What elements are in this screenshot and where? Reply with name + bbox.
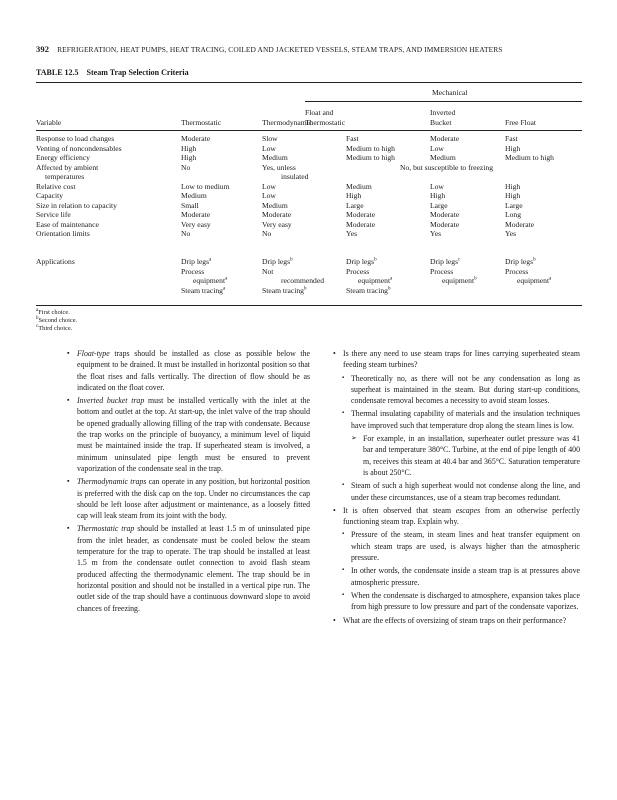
applications-c1-line0: Drip legs$^a$: [181, 257, 212, 266]
question-oversizing: • What are the effects of oversizing of steam traps on their performance?: [333, 615, 580, 626]
table-cell-r7-c1: Small: [181, 200, 199, 210]
table-cell-r7-c0: Size in relation to capacity: [36, 200, 117, 210]
header-float-line2: Thermostatic: [305, 118, 346, 127]
page-number: 392: [36, 44, 50, 54]
table-cell-r5-c2: Low: [262, 181, 276, 191]
table-cell-r4-c0: temperatures: [45, 172, 85, 181]
table-cell-r10-c1: No: [181, 229, 191, 238]
para-thermostatic: ▪ Thermostatic trap should be installed at least 1.5 m of uninsulated pipe from the inlet header, as condensate must be cooled below the steam temperature for the trap to operate. The trap should be installed at least 1.5 m from the condensate outlet connection to avoid flash steam produced affecting the thermodynamic element. The trap should be in horizontal position and should not be installed in a vertical pipe run. The outlet side of the trap should have a continuous downward slope to avoid chances of freezing.: [67, 523, 310, 613]
answer-1-2-example: ➢ For example, in an installation, superheater outlet pressure was 41 bar and temperature 380°C. Turbine, at the end of pipe length of 400 m, receives this steam at 40.4 bar and 365°C. Saturation temperature is about 250°C.: [351, 433, 580, 478]
table-cell-r7-c4: Large: [430, 200, 448, 210]
table-cell-r5-c0: Relative cost: [36, 181, 76, 191]
table-cell-r9-c2: Very easy: [262, 219, 292, 229]
table-cell-r0-c4: Moderate: [430, 134, 460, 143]
answer-2-2: ▪ In other words, the condensate inside a steam trap is at pressures above atmospheric pressure.: [342, 565, 580, 588]
table-cell-r2-c0: Energy efficiency: [36, 153, 90, 162]
answer-1-2: ▪ Thermal insulating capability of materials and the insulation techniques have improved such that temperature drop along the steam lines is low.: [342, 408, 580, 431]
applications-c1-line2: equipment$^a$: [193, 276, 228, 285]
question-steam-escapes: • It is often observed that steam escapes from an otherwise perfectly functioning steam trap. Explain why.: [333, 505, 580, 528]
table-cell-r0-c0: Response to load changes: [36, 134, 115, 143]
answer-2-3: ▪ When the condensate is discharged to atmosphere, expansion takes place from high pressure to low pressure and part of the condensate vaporizes.: [342, 590, 580, 613]
right-column: [333, 348, 580, 628]
applications-c1-line1: Process: [181, 266, 205, 276]
applications-c2-line0: Drip legs$^b$: [262, 257, 293, 266]
table-cell-r0-c3: Fast: [346, 134, 359, 143]
table-cell-r6-c4: High: [430, 191, 446, 200]
answer-1-3: ▪ Steam of such a high superheat would not condense along the line, and under these circumstances, use of a steam trap becomes redundant.: [342, 480, 580, 503]
table-number: TABLE 12.5: [36, 68, 79, 77]
para-float-type: ▪ Float-type traps should be installed as close as possible below the equipment to be drained. It must be installed in horizontal position so that the float rises and falls vertically. The direction of flow should be as indicated on the float cover.: [67, 348, 310, 393]
table-cell-r3-c0: Affected by ambient: [36, 162, 99, 172]
table-cell-r10-c4: Yes: [430, 229, 442, 238]
header-inverted-line2: Bucket: [430, 118, 452, 127]
table-cell-r1-c4: Low: [430, 143, 444, 153]
table-cell-r8-c3: Moderate: [346, 210, 376, 219]
table-cell-r5-c4: Low: [430, 181, 444, 191]
question-superheated: • Is there any need to use steam traps for lines carrying superheated steam feeding steam turbines?: [333, 348, 580, 371]
table-cell-r4-c2: insulated: [281, 172, 309, 181]
footnote-c: $^c$Third choice.: [36, 323, 73, 332]
header-thermodynamic: Thermodynamic: [262, 118, 313, 127]
applications-c2-line1: Not: [262, 266, 274, 276]
table-cell-r7-c2: Medium: [262, 200, 288, 210]
para-thermodynamic: ▪ Thermodynamic traps can operate in any position, but horizontal position is preferred with the disk cap on the top. Under no circumstances the cap should be left loose after adjustment or maintenance, as a loosely fitted cap will leak steam from its joint with the body.: [67, 476, 310, 521]
table-cell-r1-c1: High: [181, 143, 197, 153]
table-cell-r9-c1: Very easy: [181, 219, 211, 229]
left-column: [67, 348, 310, 616]
para-inverted-bucket: ▪ Inverted bucket trap must be installed vertically with the inlet at the bottom and outlet at the top. At start-up, the inlet valve of the trap should be opened gradually allowing filling of the trap with condensate. Because the trap works on the principle of buoyancy, a minimum level of liquid must be maintained inside the trap. If superheated steam is involved, a minimum uninsulated pipe length must be ensured to prevent vaporization of the condensate seal in the trap.: [67, 395, 310, 474]
table-cell-r2-c5: Medium to high: [505, 153, 554, 162]
table-cell-r0-c5: Fast: [505, 134, 518, 143]
header-inverted-line1: Inverted: [430, 108, 456, 117]
applications-c2-line3: Steam tracing$^b$: [262, 285, 307, 295]
table-cell-r8-c0: Service life: [36, 210, 71, 219]
table-cell-r10-c3: Yes: [346, 229, 358, 238]
table-cell-r3-c3: No, but susceptible to freezing: [400, 162, 493, 172]
table-cell-r9-c3: Moderate: [346, 219, 376, 229]
footnote-b: $^b$Second choice.: [36, 315, 78, 324]
header-variable: Variable: [36, 118, 62, 127]
table-cell-r3-c1: No: [181, 162, 191, 172]
table-cell-r5-c5: High: [505, 181, 521, 191]
table-cell-r1-c2: Low: [262, 143, 276, 153]
applications-c4-line1: Process: [430, 266, 454, 276]
table-cell-r8-c5: Long: [505, 210, 522, 219]
running-title: REFRIGERATION, HEAT PUMPS, HEAT TRACING, COILED AND JACKETED VESSELS, STEAM TRAPS, AND IMMERSION HEATERS: [57, 45, 503, 54]
applications-label: Applications: [36, 257, 75, 266]
table-cell-r2-c4: Medium: [430, 153, 456, 162]
table-cell-r7-c5: Large: [505, 200, 523, 210]
applications-c1-line3: Steam tracing$^a$: [181, 285, 226, 295]
table-cell-r10-c2: No: [262, 229, 272, 238]
table-cell-r1-c3: Medium to high: [346, 143, 395, 153]
header-thermostatic: Thermostatic: [181, 118, 222, 127]
table-top-rule: [36, 82, 582, 83]
table-cell-r2-c1: High: [181, 153, 197, 162]
applications-c3-line0: Drip legs$^b$: [346, 257, 377, 266]
table-cell-r10-c0: Orientation limits: [36, 229, 90, 238]
table-bottom-rule: [36, 305, 582, 306]
applications-c5-line2: equipment$^a$: [517, 276, 552, 285]
table-cell-r5-c1: Low to medium: [181, 181, 230, 191]
table-cell-r10-c5: Yes: [505, 229, 517, 238]
table-cell-r6-c1: Medium: [181, 191, 207, 200]
footnote-a: $^a$First choice.: [36, 307, 70, 316]
table-cell-r2-c3: Medium to high: [346, 153, 395, 162]
answer-2-1: ▪ Pressure of the steam, in steam lines and heat transfer equipment on which steam traps are used, is always higher than the atmospheric pressure.: [342, 529, 580, 563]
table-cell-r9-c5: Moderate: [505, 219, 535, 229]
applications-c3-line3: Steam tracing$^b$: [346, 285, 391, 295]
table-cell-r6-c5: High: [505, 191, 521, 200]
table-cell-r1-c0: Venting of noncondensables: [36, 143, 122, 153]
running-head: [36, 44, 596, 54]
table-cell-r6-c0: Capacity: [36, 191, 63, 200]
applications-c2-line2: recommended: [281, 276, 325, 285]
table-cell-r8-c1: Moderate: [181, 210, 211, 219]
table-cell-r0-c1: Moderate: [181, 134, 211, 143]
header-float-line1: Float and: [305, 108, 334, 117]
table-title: Steam Trap Selection Criteria: [86, 68, 189, 77]
table-cell-r9-c4: Moderate: [430, 219, 460, 229]
table-cell-r5-c3: Medium: [346, 181, 372, 191]
table-cell-r8-c2: Moderate: [262, 210, 292, 219]
table-cell-r9-c0: Ease of maintenance: [36, 219, 99, 229]
table-cell-r6-c2: Low: [262, 191, 276, 200]
header-free-float: Free Float: [505, 118, 537, 127]
table-cell-r2-c2: Medium: [262, 153, 288, 162]
header-bottom-rule: [36, 130, 582, 131]
answer-1-1: ▪ Theoretically no, as there will not be any condensation as long as superheat is maintained in the steam. But during start-up conditions, condensate removal becomes a necessity to avoid steam losses.: [342, 373, 580, 407]
table-cell-r0-c2: Slow: [262, 134, 278, 143]
table-cell-r6-c3: High: [346, 191, 362, 200]
applications-c3-line2: equipment$^a$: [358, 276, 393, 285]
applications-c3-line1: Process: [346, 266, 370, 276]
table-cell-r1-c5: High: [505, 143, 521, 153]
table-caption: [36, 68, 189, 77]
mechanical-rule: [305, 101, 582, 102]
applications-c5-line1: Process: [505, 266, 529, 276]
mechanical-group-header: Mechanical: [432, 88, 468, 97]
table-cell-r7-c3: Large: [346, 200, 364, 210]
table-cell-r8-c4: Moderate: [430, 210, 460, 219]
applications-c4-line0: Drip legs$^c$: [430, 257, 461, 266]
table-cell-r3-c2: Yes, unless: [262, 162, 296, 172]
applications-c4-line2: equipment$^b$: [442, 276, 477, 285]
applications-c5-line0: Drip legs$^b$: [505, 257, 536, 266]
